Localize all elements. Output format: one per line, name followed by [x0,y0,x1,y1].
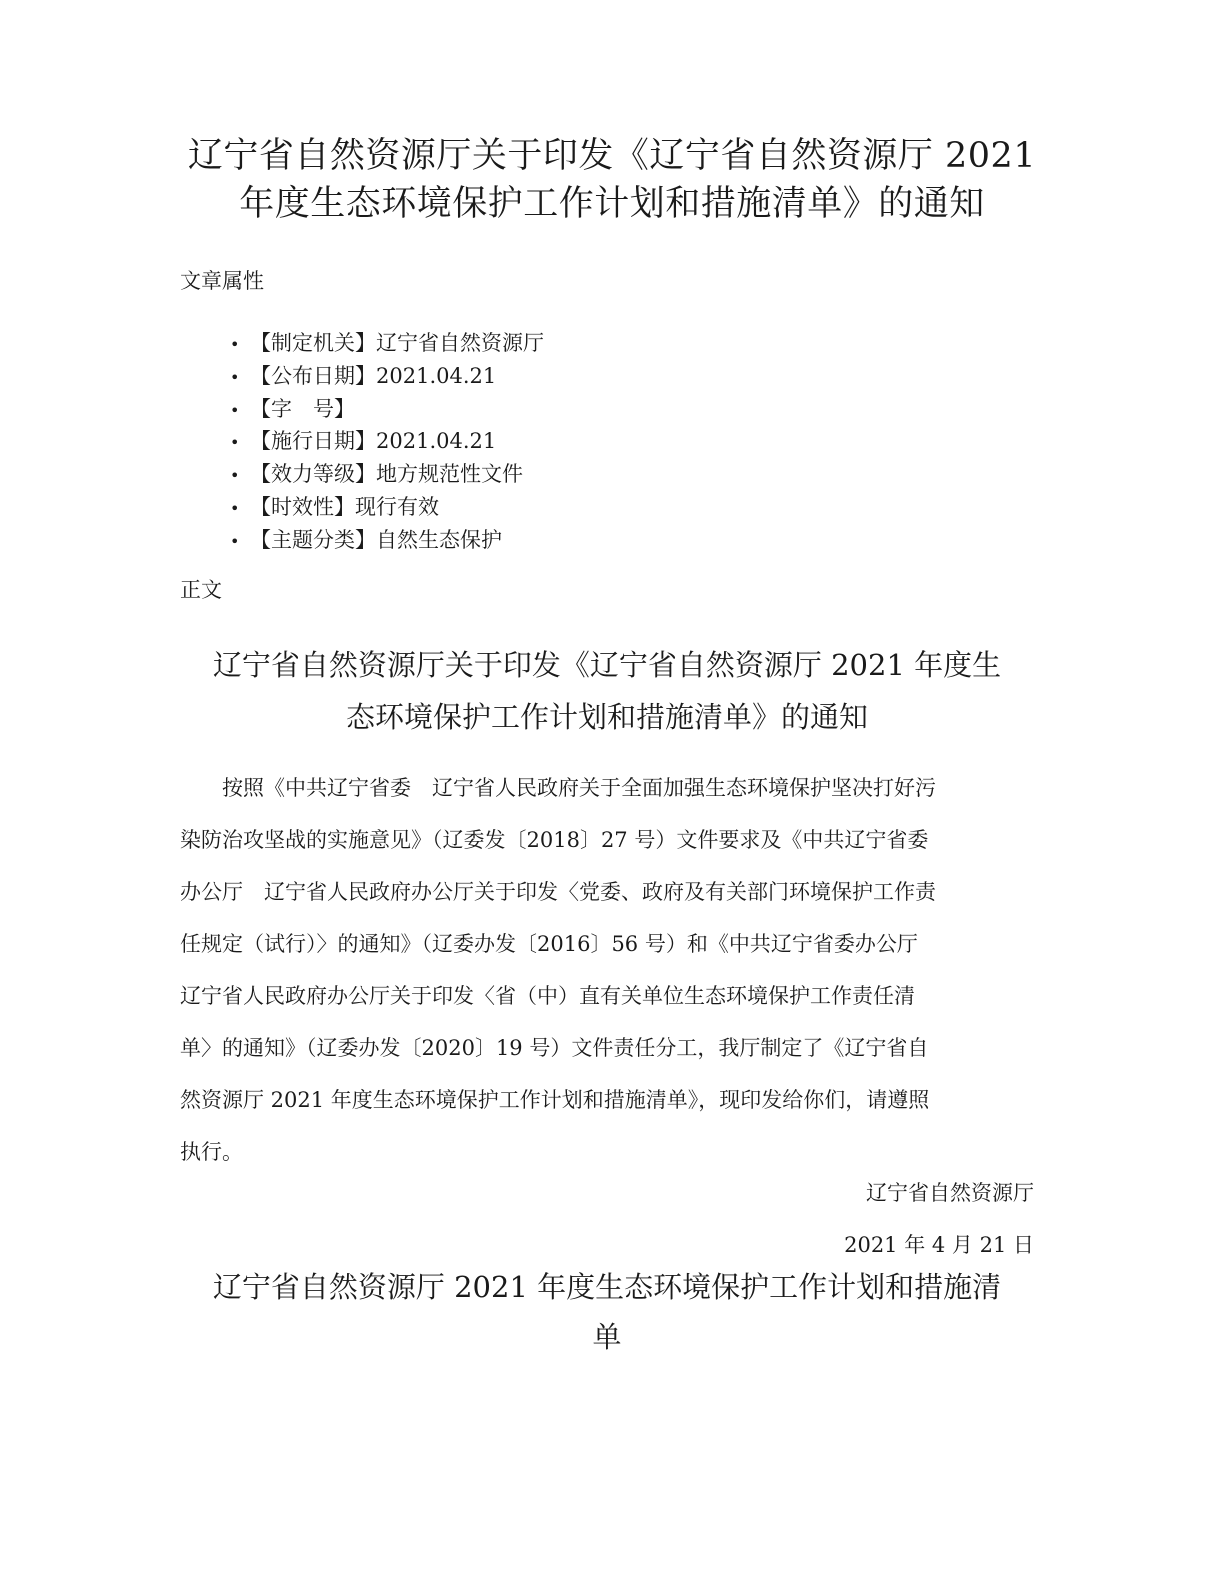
attribute-text: 【制定机关】辽宁省自然资源厅 [250,331,544,355]
notice-title [176,639,1038,743]
notice-body [180,762,1040,1178]
body-line: 按照《中共辽宁省委 辽宁省人民政府关于全面加强生态环境保护坚决打好污 [180,776,936,800]
measures-list-title [176,1262,1038,1362]
attribute-text: 【主题分类】自然生态保护 [250,527,502,552]
bullet-icon: • [230,498,240,518]
body-heading: 正文 [180,578,222,602]
attribute-item [230,492,544,525]
attributes-heading: 文章属性 [180,269,264,293]
bullet-icon: • [230,466,240,486]
notice-title-line: 辽宁省自然资源厅关于印发《辽宁省自然资源厅 2021 年度生 [212,648,1002,682]
body-line: 然资源厅 2021 年度生态环境保护工作计划和措施清单》，现印发给你们，请遵照 [180,1088,930,1112]
body-line: 办公厅 辽宁省人民政府办公厅关于印发〈党委、政府及有关部门环境保护工作责 [180,880,936,904]
attribute-item [230,426,544,459]
bullet-icon: • [230,335,240,354]
document-title [160,132,1064,228]
attribute-item [230,459,544,492]
attribute-text: 【施行日期】2021.04.21 [250,429,497,454]
body-line: 染防治攻坚战的实施意见》（辽委发〔2018〕27 号）文件要求及《中共辽宁省委 [180,828,929,852]
attribute-item [230,361,544,394]
document-title-line: 年度生态环境保护工作计划和措施清单》的通知 [239,184,985,224]
attribute-item [230,394,544,427]
body-line: 执行。 [180,1140,243,1164]
attribute-text: 【时效性】现行有效 [250,494,439,519]
bullet-icon: • [230,531,240,551]
attribute-item [230,525,544,558]
attributes-list [230,328,544,558]
attribute-text: 【效力等级】地方规范性文件 [250,462,523,487]
measures-list-title-line: 单 [592,1320,622,1354]
body-line: 任规定（试行）〉的通知》（辽委办发〔2016〕56 号）和《中共辽宁省委办公厅 [180,932,918,956]
measures-list-title-line: 辽宁省自然资源厅 2021 年度生态环境保护工作计划和措施清 [212,1270,1002,1304]
notice-title-line: 态环境保护工作计划和措施清单》的通知 [345,700,868,734]
bullet-icon: • [230,400,240,420]
attribute-text: 【公布日期】2021.04.21 [250,363,497,388]
body-line: 辽宁省人民政府办公厅关于印发〈省（中）直有关单位生态环境保护工作责任清 [180,984,915,1008]
attribute-text: 【字 号】 [250,396,355,421]
signature-date: 2021 年 4 月 21 日 [844,1233,1034,1257]
body-line: 单〉的通知》（辽委办发〔2020〕19 号）文件责任分工，我厅制定了《辽宁省自 [180,1036,929,1060]
bullet-icon: • [230,367,240,387]
attribute-item [230,328,544,361]
bullet-icon: • [230,433,240,453]
document-title-line: 辽宁省自然资源厅关于印发《辽宁省自然资源厅 2021 [187,136,1037,176]
signature-organization: 辽宁省自然资源厅 [866,1181,1034,1205]
